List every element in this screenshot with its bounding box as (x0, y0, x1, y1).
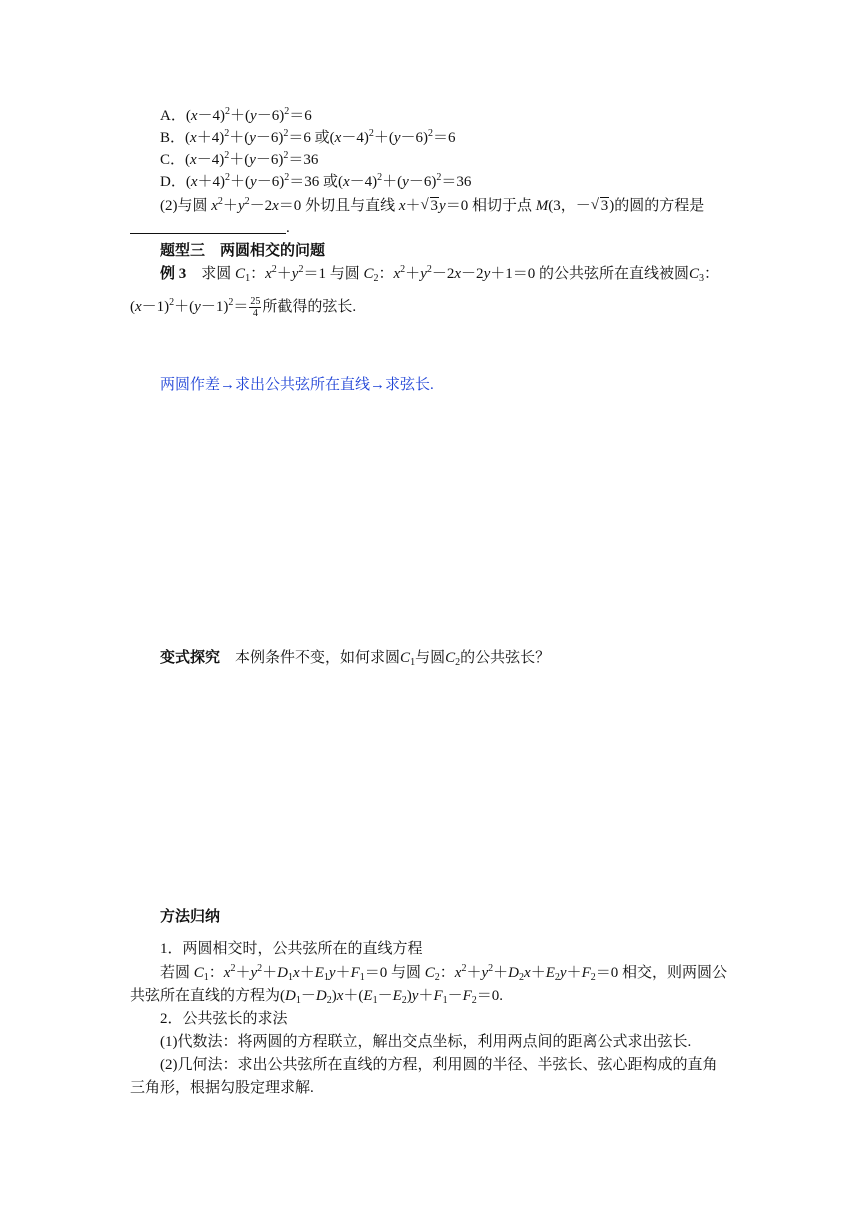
option-d-label: D． (160, 174, 186, 190)
option-a-label: A． (160, 108, 186, 124)
answer-blank-line: . (130, 218, 290, 238)
method-point-2: 2．公共弦长的求法 (160, 1011, 288, 1027)
option-c-label: C． (160, 152, 186, 168)
option-d-equation: $(x+4)^2+(y-6)^2=36$ (185, 172, 323, 190)
variant-label: 变式探究 (160, 650, 221, 666)
method-point-1: 1．两圆相交时，公共弦所在的直线方程 (160, 941, 423, 957)
method-algebraic: (1)代数法：将两圆的方程联立，解出交点坐标，利用两点间的距离公式求出弦长. (160, 1034, 692, 1050)
option-c-equation: $(x-4)^2+(y-6)^2=36$ (185, 150, 319, 168)
question-2: (2)与圆 $x^2+y^2-2x=0$ 外切且与直线 x＋√ 3y＝0 相切于点 M(3，－√ 3)的圆的方程是 (160, 196, 704, 216)
option-d: D．$(x+4)^2+(y-6)^2=36$ 或$(x-4)^2+(y-6)^2=36$ (160, 172, 472, 190)
method-geometric: (2)几何法：求出公共弦所在直线的方程，利用圆的半径、半弦长、弦心距构成的直角 (160, 1057, 718, 1073)
option-a-equation: $(x-4)^2+(y-6)^2=6$ (185, 106, 312, 124)
example-3-line1: 例 3 求圆 $C_1$：$x^2+y^2=1$ 与圆 $C_2$：$x^2+y^2-2x-2y+1=0$ 的公共弦所在直线被圆$C_3$： (160, 264, 720, 284)
option-c (160, 150, 318, 170)
method-geometric-cont: 三角形，根据勾股定理求解. (130, 1080, 314, 1096)
option-b: B．$(x+4)^2+(y-6)^2=6$ 或$(x-4)^2+(y-6)^2=6$ (160, 128, 456, 146)
option-d-or: 或 (322, 174, 338, 190)
method-heading: 方法归纳 (160, 909, 221, 925)
solution-hint: 两圆作差→求出公共弦所在直线→求弦长. (160, 377, 434, 393)
answer-blank[interactable] (130, 219, 286, 234)
example-3-line2: $(x-1)^2+(y-1)^2=$ $\frac{25}{4}$ 所截得的弦长. (130, 296, 357, 319)
option-b-or: 或 (314, 130, 330, 146)
method-point-1-equation: 共弦所在直线的方程为$(D_1-D_2)x+(E_1-E_2)y+F_1-F_2=0$. (130, 988, 504, 1006)
section-heading: 题型三 两圆相交的问题 (160, 243, 326, 259)
example-3-label: 例 3 (160, 266, 187, 282)
option-b-label: B． (160, 130, 186, 146)
option-b-equation: $(x+4)^2+(y-6)^2=6$ (185, 128, 315, 146)
method-point-1-detail: 若圆 $C_1$：$x^2+y^2+D_1x+E_1y+F_1=0$ 与圆 $C_2$：$x^2+y^2+D_2x+E_2y+F_2=0$ 相交，则两圆公 (160, 963, 728, 983)
option-a (160, 106, 312, 126)
variant-question: 变式探究 本例条件不变，如何求圆$C_1$与圆$C_2$的公共弦长？ (160, 650, 551, 668)
